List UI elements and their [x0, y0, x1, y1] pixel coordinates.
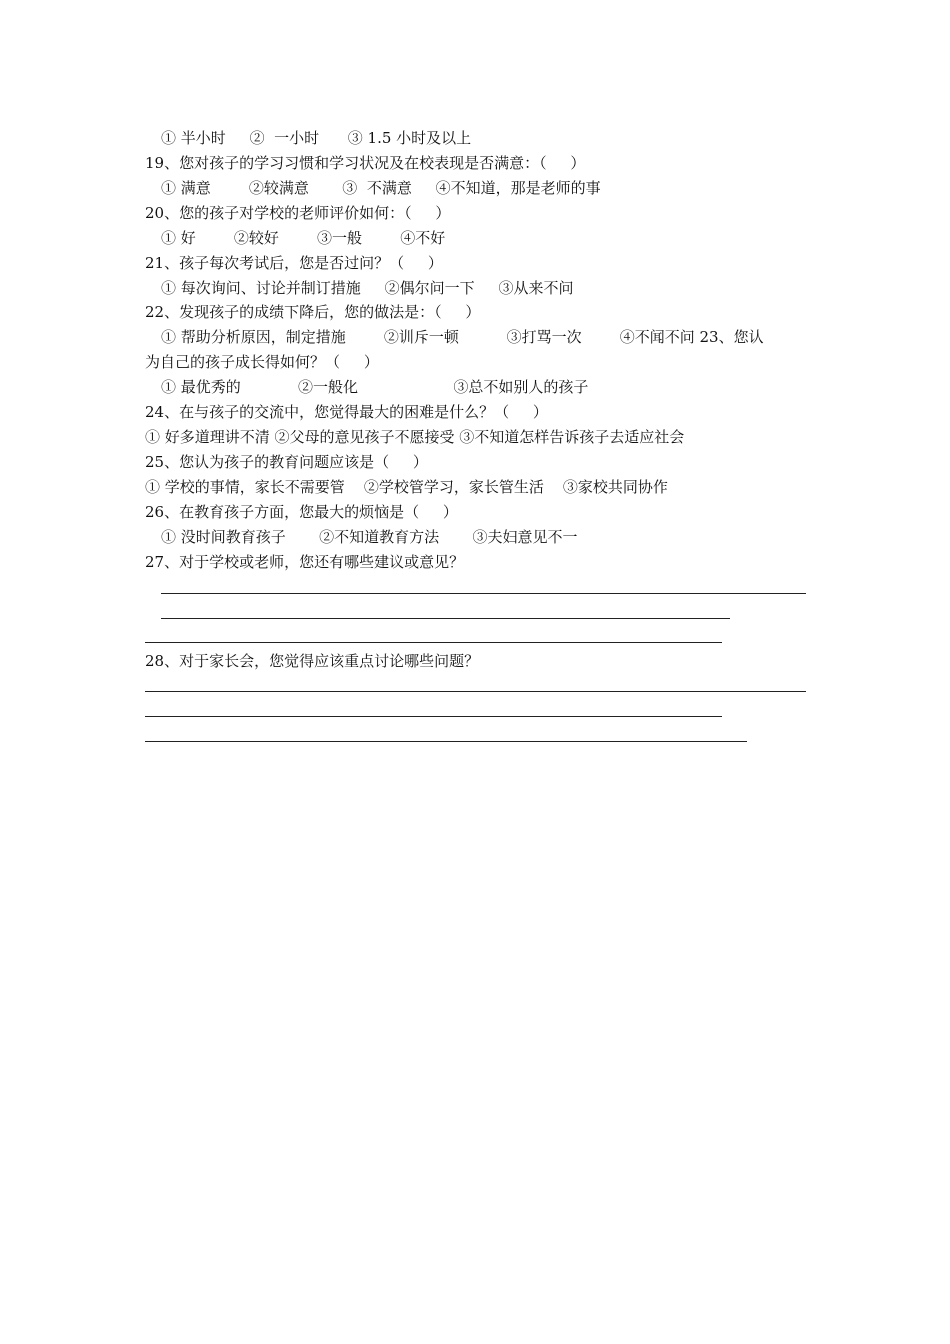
q28-answer-line[interactable]: [145, 691, 806, 692]
q21-question: 21、孩子每次考试后，您是否过问？（ ）: [145, 254, 443, 272]
q22-question: 22、发现孩子的成绩下降后，您的做法是：（ ）: [145, 303, 481, 321]
q25-question: 25、您认为孩子的教育问题应该是（ ）: [145, 453, 428, 471]
q28-question: 28、对于家长会，您觉得应该重点讨论哪些问题？: [145, 652, 480, 670]
q28-answer-line[interactable]: [145, 741, 747, 742]
q24-options: ① 好多道理讲不清 ②父母的意见孩子不愿接受 ③不知道怎样告诉孩子去适应社会: [145, 428, 685, 446]
q26-question: 26、在教育孩子方面，您最大的烦恼是（ ）: [145, 503, 458, 521]
q20-options: ① 好 ②较好 ③一般 ④不好: [161, 229, 446, 247]
q25-options: ① 学校的事情，家长不需要管 ②学校管学习，家长管生活 ③家校共同协作: [145, 478, 668, 496]
q22-options: ① 帮助分析原因，制定措施 ②训斥一顿 ③打骂一次 ④不闻不问 23、您认: [161, 328, 764, 346]
q27-answer-line[interactable]: [161, 618, 730, 619]
q19-options: ① 满意 ②较满意 ③ 不满意 ④不知道，那是老师的事: [161, 179, 601, 197]
q21-options: ① 每次询问、讨论并制订措施 ②偶尔问一下 ③从来不问: [161, 279, 574, 297]
q26-options: ① 没时间教育孩子 ②不知道教育方法 ③夫妇意见不一: [161, 528, 578, 546]
q18-options: ① 半小时 ② 一小时 ③ 1.5 小时及以上: [161, 129, 472, 147]
q19-question: 19、您对孩子的学习习惯和学习状况及在校表现是否满意：（ ）: [145, 154, 586, 172]
q20-question: 20、您的孩子对学校的老师评价如何：（ ）: [145, 204, 451, 222]
q28-answer-line[interactable]: [145, 716, 722, 717]
q27-answer-line[interactable]: [145, 642, 722, 643]
q27-question: 27、对于学校或老师，您还有哪些建议或意见？: [145, 553, 465, 571]
q27-answer-line[interactable]: [161, 593, 806, 594]
q23-options: ① 最优秀的 ②一般化 ③总不如别人的孩子: [161, 378, 589, 396]
q24-question: 24、在与孩子的交流中，您觉得最大的困难是什么？（ ）: [145, 403, 548, 421]
q23-question: 为自己的孩子成长得如何？（ ）: [145, 353, 379, 371]
